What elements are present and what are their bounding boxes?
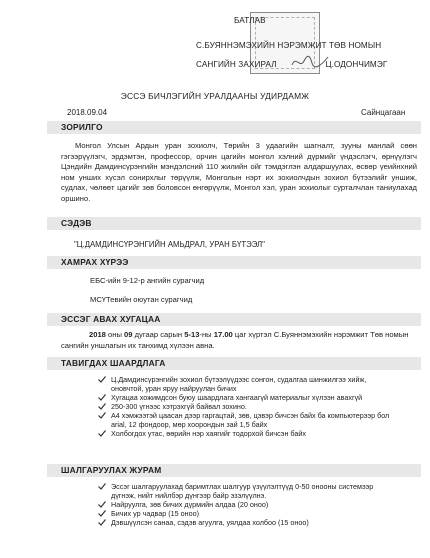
document-date: 2018.09.04 [67, 108, 108, 117]
evaluation-item [98, 509, 398, 518]
requirement-item [98, 411, 398, 429]
deadline-part2: дугаар сарын [134, 330, 183, 339]
approval-organization: С.БУЯННЭМЭХИЙН НЭРЭМЖИТ ТӨВ НОМЫН [196, 41, 382, 50]
evaluation-item [98, 500, 398, 509]
approval-block [196, 12, 418, 72]
section-title-deadline: ЭССЭГ АВАХ ХУГАЦАА [61, 314, 161, 324]
section-bar-goal [47, 121, 421, 134]
requirement-item [98, 375, 398, 393]
document-title: ЭССЭ БИЧЛЭГИЙН УРАЛДААНЫ УДИРДАМЖ [120, 91, 310, 101]
signature-icon [290, 53, 330, 71]
deadline-year: 2018 [89, 330, 106, 339]
checkmark-bullet-icon [98, 501, 106, 508]
checkmark-bullet-icon [98, 394, 106, 401]
deadline-paragraph [61, 330, 417, 351]
deadline-part4: цаг хүртэл С.Буяннэмэхийн нэрэмжит Төв номын сангийн уншлагын их танхимд хүлээн авна. [61, 330, 409, 350]
requirement-text: Хугацаа хожимдсон буюу шаардлага хангаагүй материалыг хүлээн авахгүй [111, 393, 363, 402]
requirement-item [98, 393, 398, 402]
requirement-text: Холбогдох утас, өөрийн нэр хаягийг тодорхой бичсэн байх [111, 429, 306, 438]
deadline-month: 09 [124, 330, 133, 339]
evaluation-item [98, 482, 398, 500]
section-title-goal: ЗОРИЛГО [61, 122, 103, 132]
approval-signer: Ц.ОДОНЧИМЭГ [325, 60, 388, 69]
evaluation-text: Дэвшүүлсэн санаа, сэдэв агуулга, уялдаа холбоо (15 оноо) [111, 518, 309, 527]
document-place: Сайнцагаан [361, 108, 406, 117]
requirement-text: 250-300 үгнээс хэтрэхгүй байвал зохино. [111, 402, 247, 411]
section-bar-theme [47, 217, 421, 230]
requirement-text: А4 хэмжээтэй цаасан дээр гаргацтай, зөв, цэвэр бичсэн байх ба компьютерээр бол arial, 12 фондоор, мөр хоорондын зай 1,5 байх [111, 411, 390, 429]
requirement-text: Ц.Дамдинсүрэнгийн зохиол бүтээлүүдээс сонгон, судалгаа шинжилгээ хийж, оновчтой, уран яруу найруулан бичих [111, 375, 367, 393]
requirement-item [98, 429, 398, 438]
checkmark-bullet-icon [98, 519, 106, 526]
scope-item-2: МСҮТевийн оюутан сурагчид [90, 295, 193, 304]
checkmark-bullet-icon [98, 483, 106, 490]
checkmark-bullet-icon [98, 376, 106, 383]
section-title-theme: СЭДЭВ [61, 218, 92, 228]
scope-item-1: ЕБС-ийн 9-12-р ангийн сурагчид [90, 276, 205, 285]
theme-text: "Ц.ДАМДИНСҮРЭНГИЙН АМЬДРАЛ, УРАН БҮТЭЭЛ" [74, 240, 265, 249]
section-title-evaluation: ШАЛГАРУУЛАХ ЖУРАМ [61, 465, 162, 475]
evaluation-text: Бичих ур чадвар (15 оноо) [111, 509, 199, 518]
approval-position-title: САНГИЙН ЗАХИРАЛ [196, 60, 277, 69]
checkmark-bullet-icon [98, 412, 106, 419]
evaluation-text: Найруулга, зөв бичих дүрмийн алдаа (20 оноо) [111, 500, 269, 509]
checkmark-bullet-icon [98, 510, 106, 517]
approval-label: БАТЛАВ [234, 16, 266, 25]
checkmark-bullet-icon [98, 403, 106, 410]
evaluation-item [98, 518, 398, 527]
deadline-part3: -ны [199, 330, 212, 339]
requirements-list [98, 375, 398, 438]
checkmark-bullet-icon [98, 430, 106, 437]
goal-text: Монгол Улсын Ардын уран зохиолч, Төрийн 3 удаагийн шагналт, зууны манлай сөөн гэгээрүүлэгч, эрдэмтэн, профессор, орчин цагийн монгол хэлний дүрмийг үндэслэгч, өрнүүлэгч Цэндийн Дамдинсүрэнгийн мэндэлсний 110 жилийн ойг тэмдэглэн алдаршуулах, өсвөр үеийнхний ном унших хүсэл сонирхлыг төрүүлж, Монголын нэрт их зохиолчдын зохиол бүтээлийг уншиж, судлах, чөлөөт цагийг зөв боловсон өнгөрүүлж, Монгол хэл, уран зохиолыг сурталчлан таниулахад оршино. [61, 141, 417, 203]
evaluation-text: Эссэг шалгаруулахад баримтлах шалгуур үзүүлэлтүүд 0-50 онооны системээр дүгнэж, нийт нийлбэр дүнгээр байр эзэлүүлнэ. [111, 482, 374, 500]
section-title-requirements: ТАВИГДАХ ШААРДЛАГА [61, 358, 166, 368]
goal-paragraph [61, 141, 417, 205]
section-title-scope: ХАМРАХ ХҮРЭЭ [61, 257, 129, 267]
deadline-time: 17.00 [213, 330, 233, 339]
deadline-part1: оны [108, 330, 122, 339]
deadline-days: 5-13 [184, 330, 200, 339]
evaluation-list [98, 482, 398, 527]
requirement-item [98, 402, 398, 411]
